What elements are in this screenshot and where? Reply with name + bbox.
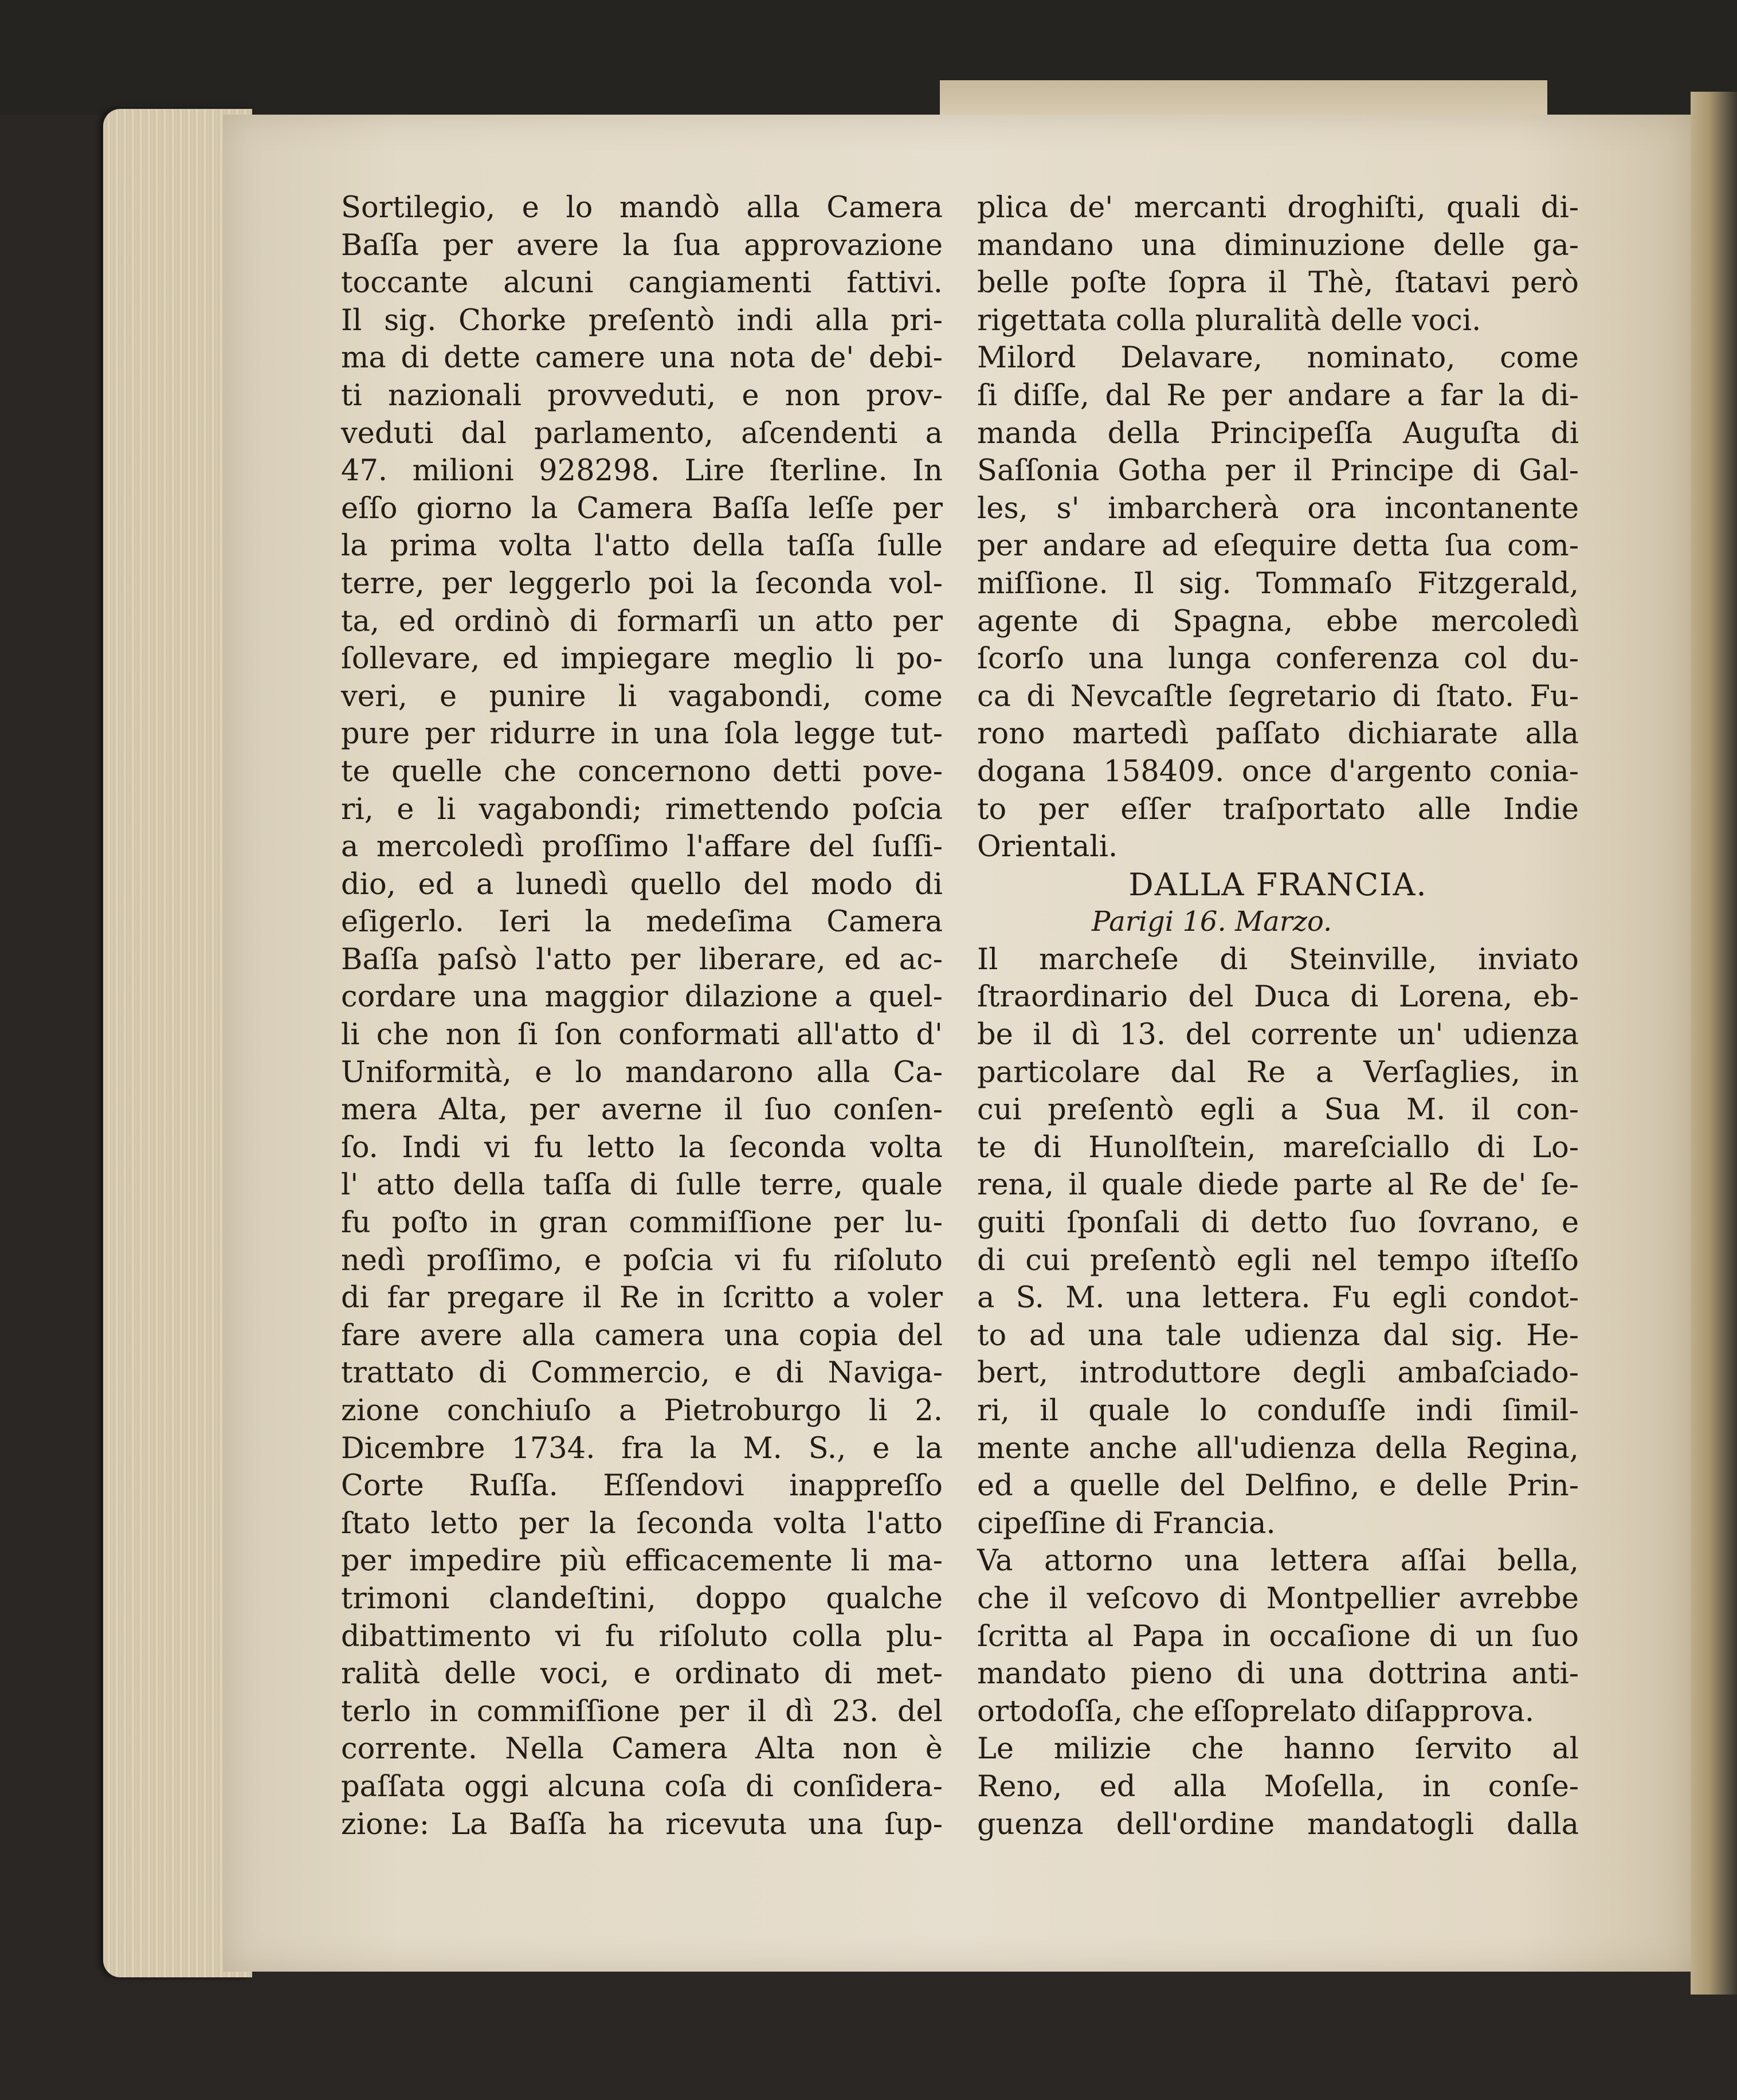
text-line: a S. M. una lettera. Fu egli condot-: [977, 1281, 1579, 1315]
text-line: toccante alcuni cangiamenti fattivi.: [341, 266, 943, 300]
text-line: plica de' mercanti droghiſti, quali di-: [977, 191, 1579, 225]
text-line: Orientali.: [977, 830, 1118, 864]
text-line: bert, introduttore degli ambaſciado-: [977, 1356, 1579, 1390]
text-line: te quelle che concernono detti pove-: [341, 754, 943, 789]
left-text-column: [341, 189, 943, 1843]
text-line: Baſſa paſsò l'atto per liberare, ed ac-: [341, 942, 943, 977]
text-line: mera Alta, per averne il ſuo conſen-: [341, 1093, 943, 1127]
text-line: zione conchiuſo a Pietroburgo li 2.: [341, 1394, 943, 1428]
text-line: Dicembre 1734. fra la M. S., e la: [341, 1431, 943, 1466]
text-line: to ad una tale udienza dal sig. He-: [977, 1318, 1579, 1353]
text-line: dibattimento vi fu riſoluto colla plu-: [341, 1619, 943, 1654]
text-line: zione: La Baſſa ha ricevuta una ſup-: [341, 1807, 943, 1842]
text-line: Baſſa per avere la ſua approvazione: [341, 228, 943, 262]
dateline: Parigi 16. Marzo.: [1092, 906, 1332, 938]
text-line: ortodoſſa, che eſſoprelato diſapprova.: [977, 1694, 1535, 1729]
text-line: cui preſentò egli a Sua M. il con-: [977, 1093, 1579, 1127]
text-line: particolare dal Re a Verſaglies, in: [977, 1055, 1579, 1090]
text-line: terlo in commiſſione per il dì 23. del: [341, 1694, 943, 1729]
text-line: Milord Delavare, nominato, come: [977, 341, 1579, 375]
text-line: ri, il quale lo conduſſe indi ſimil-: [977, 1394, 1579, 1428]
text-line: eſſo giorno la Camera Baſſa leſſe per: [341, 491, 943, 526]
text-line: mente anche all'udienza della Regina,: [977, 1431, 1579, 1466]
text-line: corrente. Nella Camera Alta non è: [341, 1732, 943, 1766]
text-line: Va attorno una lettera aſſai bella,: [977, 1544, 1579, 1578]
text-line: guenza dell'ordine mandatogli dalla: [977, 1807, 1579, 1842]
text-line: pure per ridurre in una ſola legge tut-: [341, 717, 943, 751]
text-line: Reno, ed alla Moſella, in conſe-: [977, 1769, 1579, 1804]
text-line: di far pregare il Re in ſcritto a voler: [341, 1281, 943, 1315]
text-line: cordare una maggior dilazione a quel-: [341, 980, 943, 1014]
text-line: rena, il quale diede parte al Re de' ſe-: [977, 1168, 1579, 1202]
text-line: veduti dal parlamento, aſcendenti a: [341, 416, 943, 450]
text-line: trimoni clandeſtini, doppo qualche: [341, 1581, 943, 1616]
text-line: ſtato letto per la ſeconda volta l'atto: [341, 1506, 943, 1541]
text-line: l' atto della taſſa di ſulle terre, quale: [341, 1168, 943, 1202]
right-text-column: [977, 189, 1579, 1843]
text-line: ri, e li vagabondi; rimettendo poſcia: [341, 792, 943, 826]
text-line: manda della Principeſſa Auguſta di: [977, 416, 1579, 450]
text-line: miſſione. Il sig. Tommaſo Fitzgerald,: [977, 566, 1579, 601]
text-line: Il sig. Chorke preſentò indi alla pri-: [341, 303, 943, 338]
text-line: rono martedì paſſato dichiarate alla: [977, 717, 1579, 751]
text-line: la prima volta l'atto della taſſa ſulle: [341, 529, 943, 563]
text-line: Uniformità, e lo mandarono alla Ca-: [341, 1055, 943, 1090]
text-line: Le milizie che hanno ſervito al: [977, 1732, 1579, 1766]
text-line: Saſſonia Gotha per il Principe di Gal-: [977, 454, 1579, 488]
text-line: trattato di Commercio, e di Naviga-: [341, 1356, 943, 1390]
text-line: to per eſſer traſportato alle Indie: [977, 792, 1579, 826]
text-line: te di Hunolſtein, mareſciallo di Lo-: [977, 1130, 1579, 1165]
text-line: per andare ad eſequire detta ſua com-: [977, 529, 1579, 563]
right-text-after-heading: [977, 941, 1579, 1843]
text-line: terre, per leggerlo poi la ſeconda vol-: [341, 566, 943, 601]
text-line: ti nazionali provveduti, e non prov-: [341, 378, 943, 413]
text-line: ſollevare, ed impiegare meglio li po-: [341, 642, 943, 676]
text-line: ta, ed ordinò di formarſi un atto per: [341, 604, 943, 638]
text-line: dio, ed a lunedì quello del modo di: [341, 867, 943, 902]
right-text-before-heading: [977, 189, 1579, 866]
text-line: Il marcheſe di Steinville, inviato: [977, 942, 1579, 977]
text-line: a mercoledì proſſimo l'affare del ſuſſi-: [341, 830, 943, 864]
text-line: ca di Nevcaſtle ſegretario di ſtato. Fu-: [977, 679, 1579, 714]
text-line: veri, e punire li vagabondi, come: [341, 679, 943, 714]
text-line: ma di dette camere una nota de' debi-: [341, 341, 943, 375]
text-line: paſſata oggi alcuna coſa di conſidera-: [341, 1769, 943, 1804]
text-line: ſi diſſe, dal Re per andare a far la di-: [977, 378, 1579, 413]
text-line: fare avere alla camera una copia del: [341, 1318, 943, 1353]
text-line: eſigerlo. Ieri la medeſima Camera: [341, 905, 943, 939]
text-line: mandano una diminuzione delle ga-: [977, 228, 1579, 262]
text-line: belle poſte ſopra il Thè, ſtatavi però: [977, 266, 1579, 300]
text-line: mandato pieno di una dottrina anti-: [977, 1657, 1579, 1691]
text-line: agente di Spagna, ebbe mercoledì: [977, 604, 1579, 638]
text-line: be il dì 13. del corrente un' udienza: [977, 1018, 1579, 1052]
text-line: ſcritta al Papa in occaſione di un ſuo: [977, 1619, 1579, 1654]
book-binding: [1691, 92, 1737, 1995]
text-line: di cui preſentò egli nel tempo iſteſſo: [977, 1243, 1579, 1278]
text-line: ſcorſo una lunga conferenza col du-: [977, 642, 1579, 676]
text-line: nedì proſſimo, e poſcia vi fu riſoluto: [341, 1243, 943, 1278]
text-line: dogana 158409. once d'argento conia-: [977, 754, 1579, 789]
text-line: che il veſcovo di Montpellier avrebbe: [977, 1581, 1579, 1616]
text-line: ſo. Indi vi fu letto la ſeconda volta: [341, 1130, 943, 1165]
text-line: ralità delle voci, e ordinato di met-: [341, 1657, 943, 1691]
text-line: ſtraordinario del Duca di Lorena, eb-: [977, 980, 1579, 1014]
text-line: cipeſſine di Francia.: [977, 1506, 1276, 1541]
text-line: rigettata colla pluralità delle voci.: [977, 303, 1481, 338]
text-line: guiti ſponſali di detto ſuo ſovrano, e: [977, 1206, 1579, 1240]
text-line: Corte Ruſſa. Eſſendovi inappreſſo: [341, 1469, 943, 1503]
text-line: li che non ſi ſon conformati all'atto d': [341, 1018, 943, 1052]
text-line: fu poſto in gran commiſſione per lu-: [341, 1206, 943, 1240]
text-line: 47. milioni 928298. Lire ſterline. In: [341, 454, 943, 488]
text-line: ed a quelle del Delfino, e delle Prin-: [977, 1469, 1579, 1503]
text-line: les, s' imbarcherà ora incontanente: [977, 491, 1579, 526]
text-line: Sortilegio, e lo mandò alla Camera: [341, 191, 943, 225]
section-heading: DALLA FRANCIA.: [1128, 866, 1428, 903]
text-line: per impedire più efficacemente li ma-: [341, 1544, 943, 1578]
